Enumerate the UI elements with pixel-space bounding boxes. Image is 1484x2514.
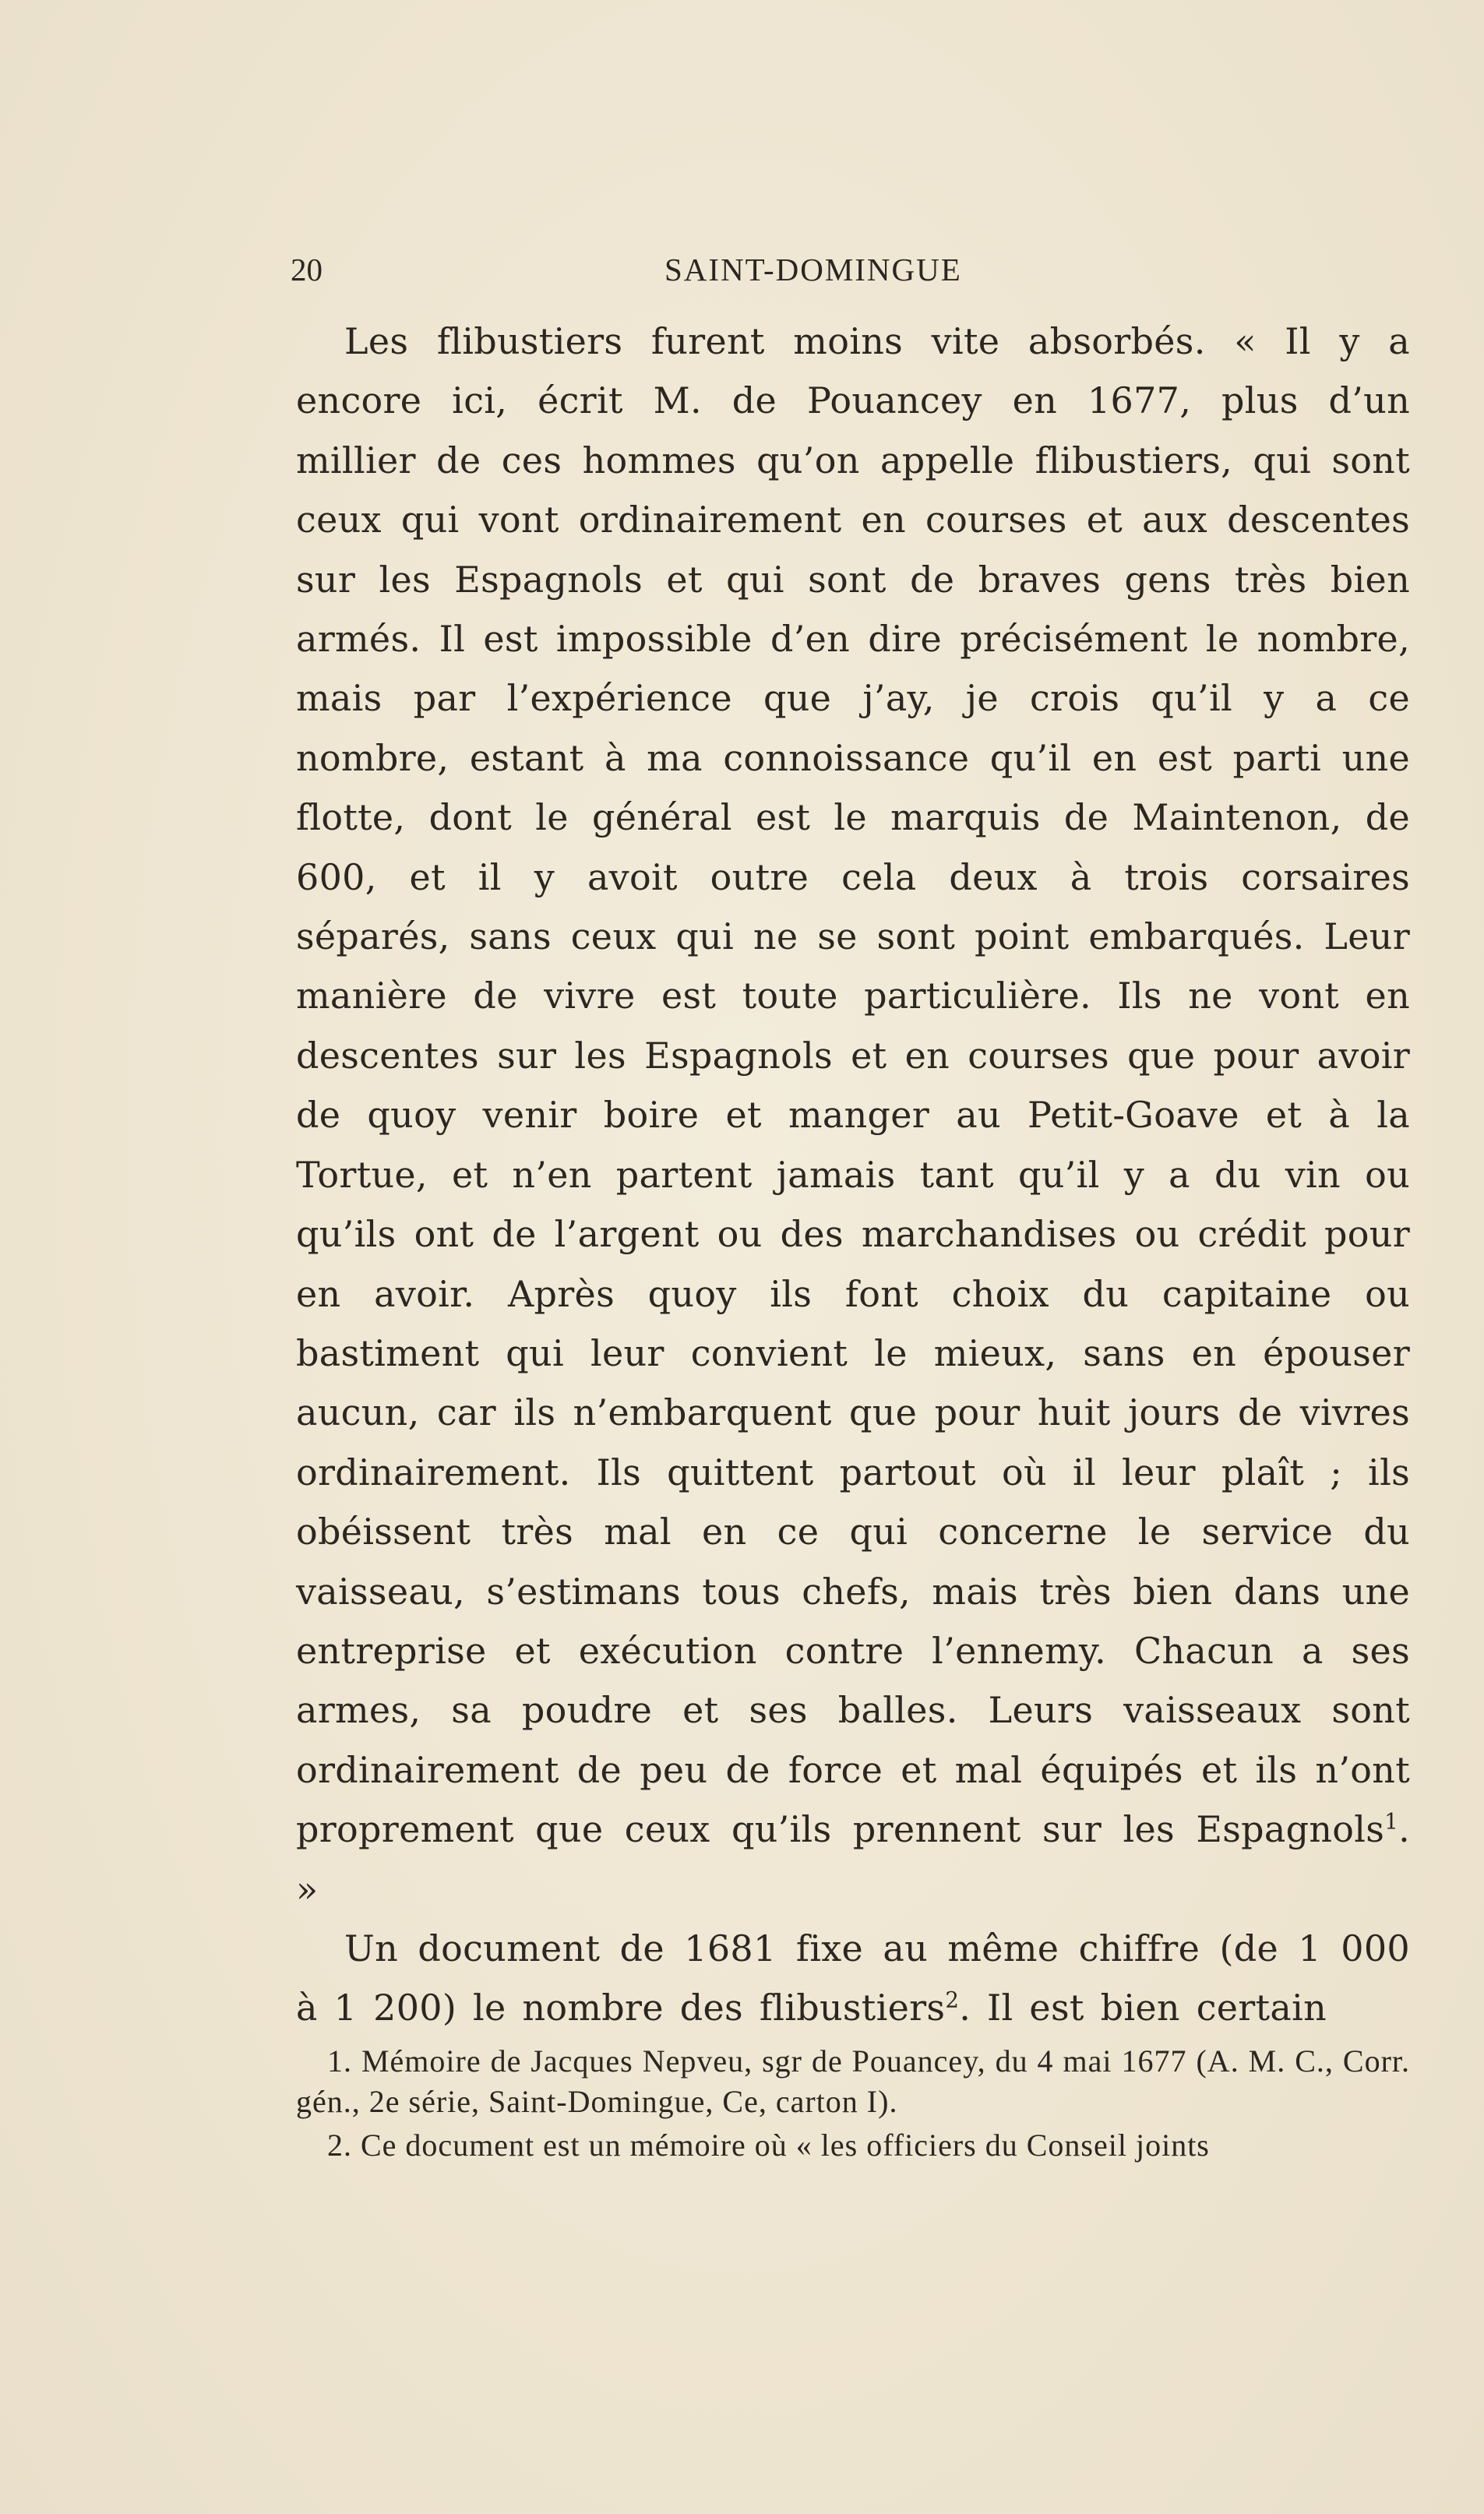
paragraph-2-text: Un document de 1681 fixe au même chiffre (de 1 000 à 1 200) le nombre des flibustiers [296,1927,1410,2029]
paragraph-1-text: Les flibustiers furent moins vite absorbés. « Il y a encore ici, écrit M. de Pouancey en 1677, plus d’un millier de ces hommes qu’on appelle flibustiers, qui sont ceux qui vont ordinairement en courses et aux descentes sur les Espagnols et qui sont de braves gens très bien armés. Il est impossible d’en dire précisément le nombre, mais par l’expérience que j’ay, je crois qu’il y a ce nombre, estant à ma connoissance qu’il en est parti une flotte, dont le général est le marquis de Maintenon, de 600, et il y avoit outre cela deux à trois corsaires séparés, sans ceux qui ne se sont point embarqués. Leur manière de vivre est toute particulière. Ils ne vont en descentes sur les Espagnols et en courses que pour avoir de quoy venir boire et manger au Petit-Goave et à la Tortue, et n’en partent jamais tant qu’il y a du vin ou qu’ils ont de l’argent ou des marchandises ou crédit pour en avoir. Après quoy ils font choix du capitaine ou bastiment qui leur convient le mieux, sans en épouser aucun, car ils n’embarquent que pour huit jours de vivres ordinairement. Ils quittent partout où il leur plaît ; ils obéissent très mal en ce qui concerne le service du vaisseau, s’estimans tous chefs, mais très bien dans une entreprise et exécution contre l’ennemy. Chacun a ses armes, sa poudre et ses balles. Leurs vaisseaux sont ordinairement de peu de force et mal équipés et ils n’ont proprement que ceux qu’ils prennent sur les Espagnols [296,320,1410,1851]
footnote-2: 2. Ce document est un mémoire où « les officiers du Conseil joints [327,2128,1210,2163]
paragraph-1-close: . » [296,1808,1410,1910]
footnote-ref-2: 2 [945,1987,960,2014]
page-number: 20 [291,252,323,287]
footnote-1: 1. Mémoire de Jacques Nepveu, sgr de Pouancey, du 4 mai 1677 (A. M. C., Corr. gén., 2e série, Saint-Domingue, Ce, carton I). [296,2043,1410,2119]
running-header [291,246,1412,293]
running-title: SAINT-DOMINGUE [664,252,962,287]
footnotes [296,2041,1410,2169]
body-text [296,312,1410,2038]
paragraph-2-tail: . Il est bien certain [959,1987,1327,2029]
paragraph-1 [296,312,1410,1919]
footnote-ref-1: 1 [1384,1808,1399,1835]
paragraph-2 [296,1919,1410,2038]
